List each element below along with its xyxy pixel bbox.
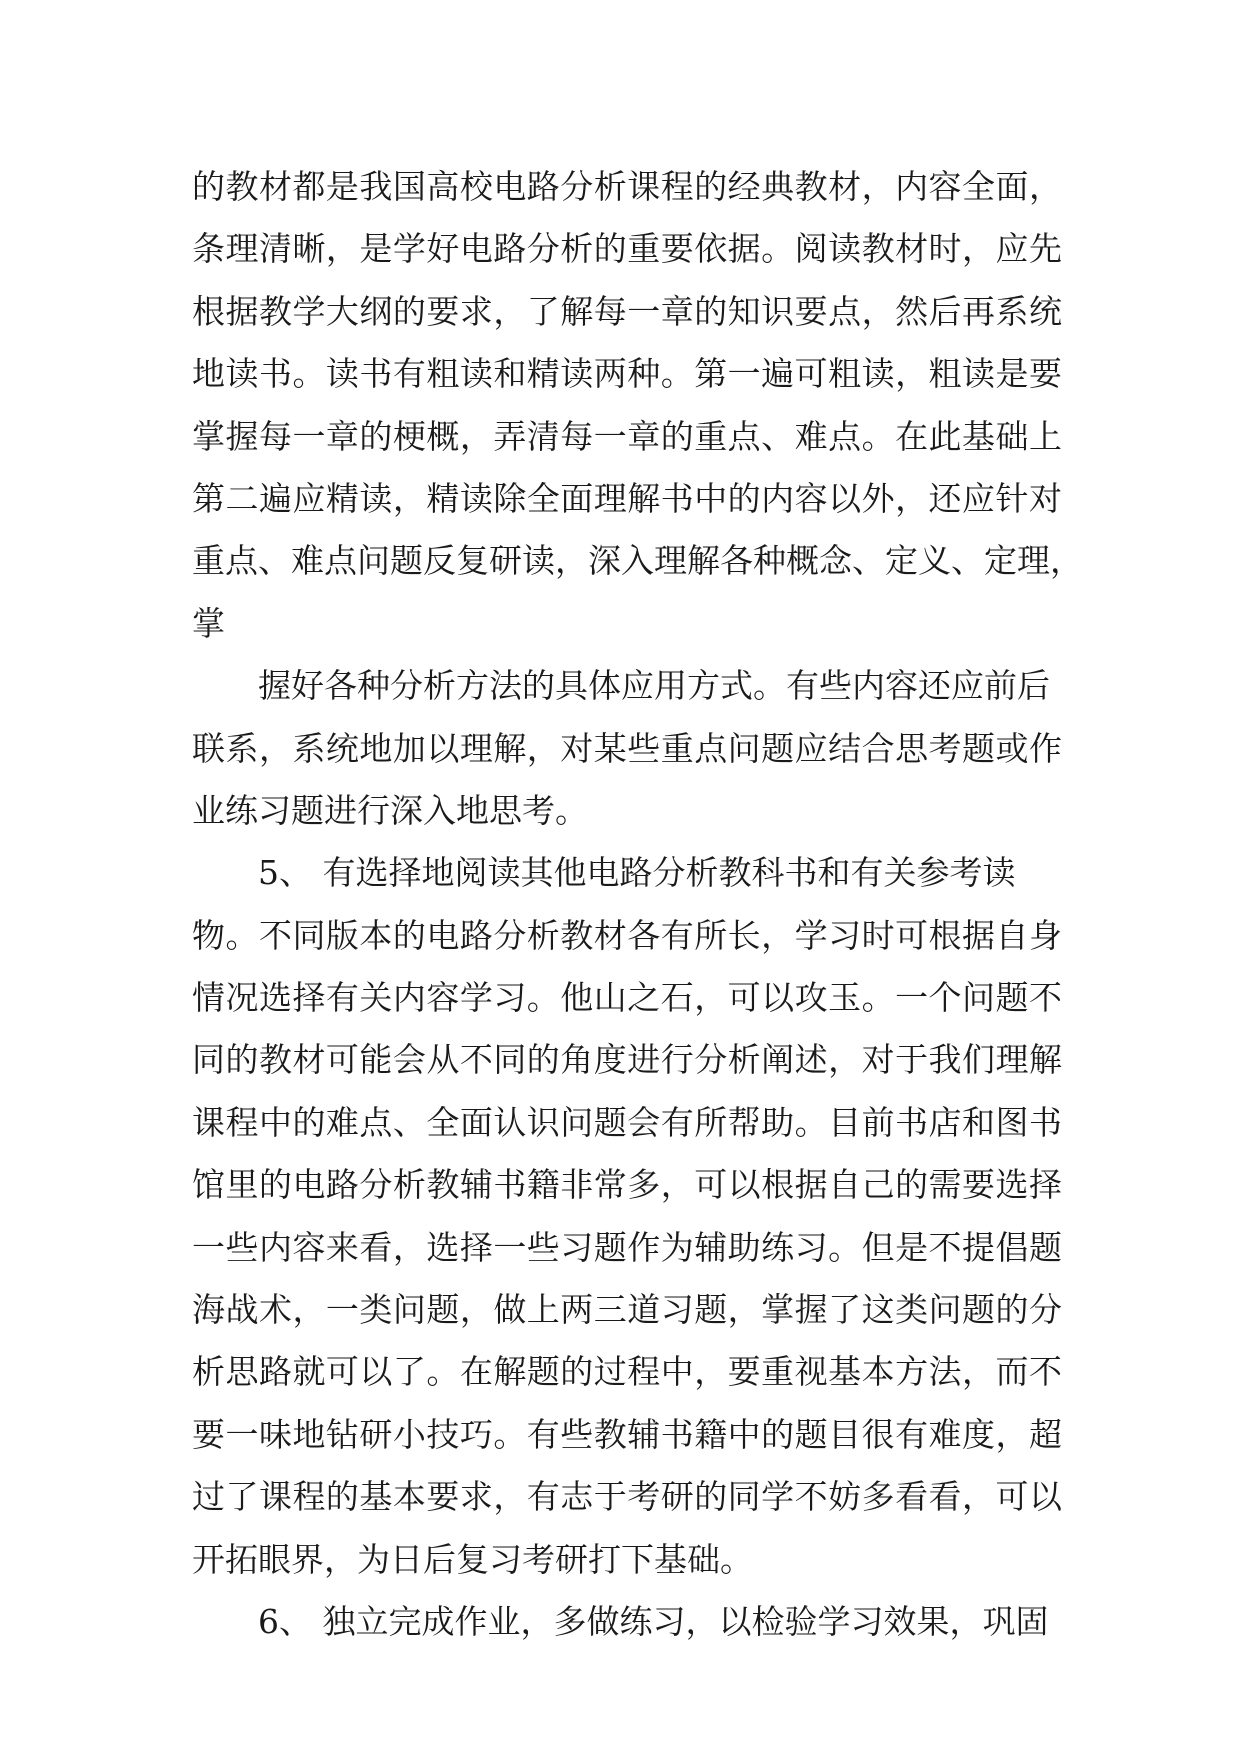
paragraph [192, 1591, 1062, 1653]
text-line: 重点、难点问题反复研读，深入理解各种概念、定义、定理， [192, 541, 1083, 581]
text-line: 过了课程的基本要求，有志于考研的同学不妨多看看，可以 [192, 1477, 1062, 1517]
text-line: 析思路就可以了。在解题的过程中，要重视基本方法，而不 [192, 1352, 1062, 1392]
text-line: 情况选择有关内容学习。他山之石，可以攻玉。一个问题不 [192, 978, 1062, 1018]
text-line: 条理清晰，是学好电路分析的重要依据。阅读教材时，应先 [192, 229, 1062, 269]
text-line: 开拓眼界，为日后复习考研打下基础。 [192, 1539, 753, 1579]
text-line: 握好各种分析方法的具体应用方式。有些内容还应前后 [258, 666, 1050, 706]
text-line: 的教材都是我国高校电路分析课程的经典教材，内容全面， [192, 167, 1062, 206]
text-line: 地读书。读书有粗读和精读两种。第一遍可粗读，粗读是要 [192, 354, 1062, 394]
text-line: 一些内容来看，选择一些习题作为辅助练习。但是不提倡题 [192, 1227, 1062, 1267]
paragraph [192, 156, 1083, 655]
text-line: 同的教材可能会从不同的角度进行分析阐述，对于我们理解 [192, 1040, 1062, 1080]
text-line: 物。不同版本的电路分析教材各有所长，学习时可根据自身 [192, 915, 1062, 955]
text-line: 要一味地钻研小技巧。有些教辅书籍中的题目很有难度，超 [192, 1414, 1062, 1454]
text-line: 联系，系统地加以理解，对某些重点问题应结合思考题或作 [192, 728, 1062, 768]
paragraph [192, 655, 1062, 842]
text-line: 5、 有选择地阅读其他电路分析教科书和有关参考读 [258, 853, 1016, 893]
text-line: 掌握每一章的梗概，弄清每一章的重点、难点。在此基础上 [192, 416, 1062, 456]
text-line: 6、 独立完成作业，多做练习，以检验学习效果，巩固 [258, 1601, 1049, 1641]
body-text [192, 156, 1083, 1653]
text-line: 海战术，一类问题，做上两三道习题，掌握了这类问题的分 [192, 1290, 1062, 1330]
paragraph [192, 842, 1062, 1591]
text-line: 馆里的电路分析教辅书籍非常多，可以根据自己的需要选择 [192, 1165, 1062, 1205]
text-line: 根据教学大纲的要求，了解每一章的知识要点，然后再系统 [192, 291, 1062, 331]
text-line: 掌 [192, 603, 225, 643]
text-line: 课程中的难点、全面认识问题会有所帮助。目前书店和图书 [192, 1102, 1062, 1142]
text-line: 业练习题进行深入地思考。 [192, 790, 588, 830]
text-line: 第二遍应精读，精读除全面理解书中的内容以外，还应针对 [192, 478, 1062, 518]
